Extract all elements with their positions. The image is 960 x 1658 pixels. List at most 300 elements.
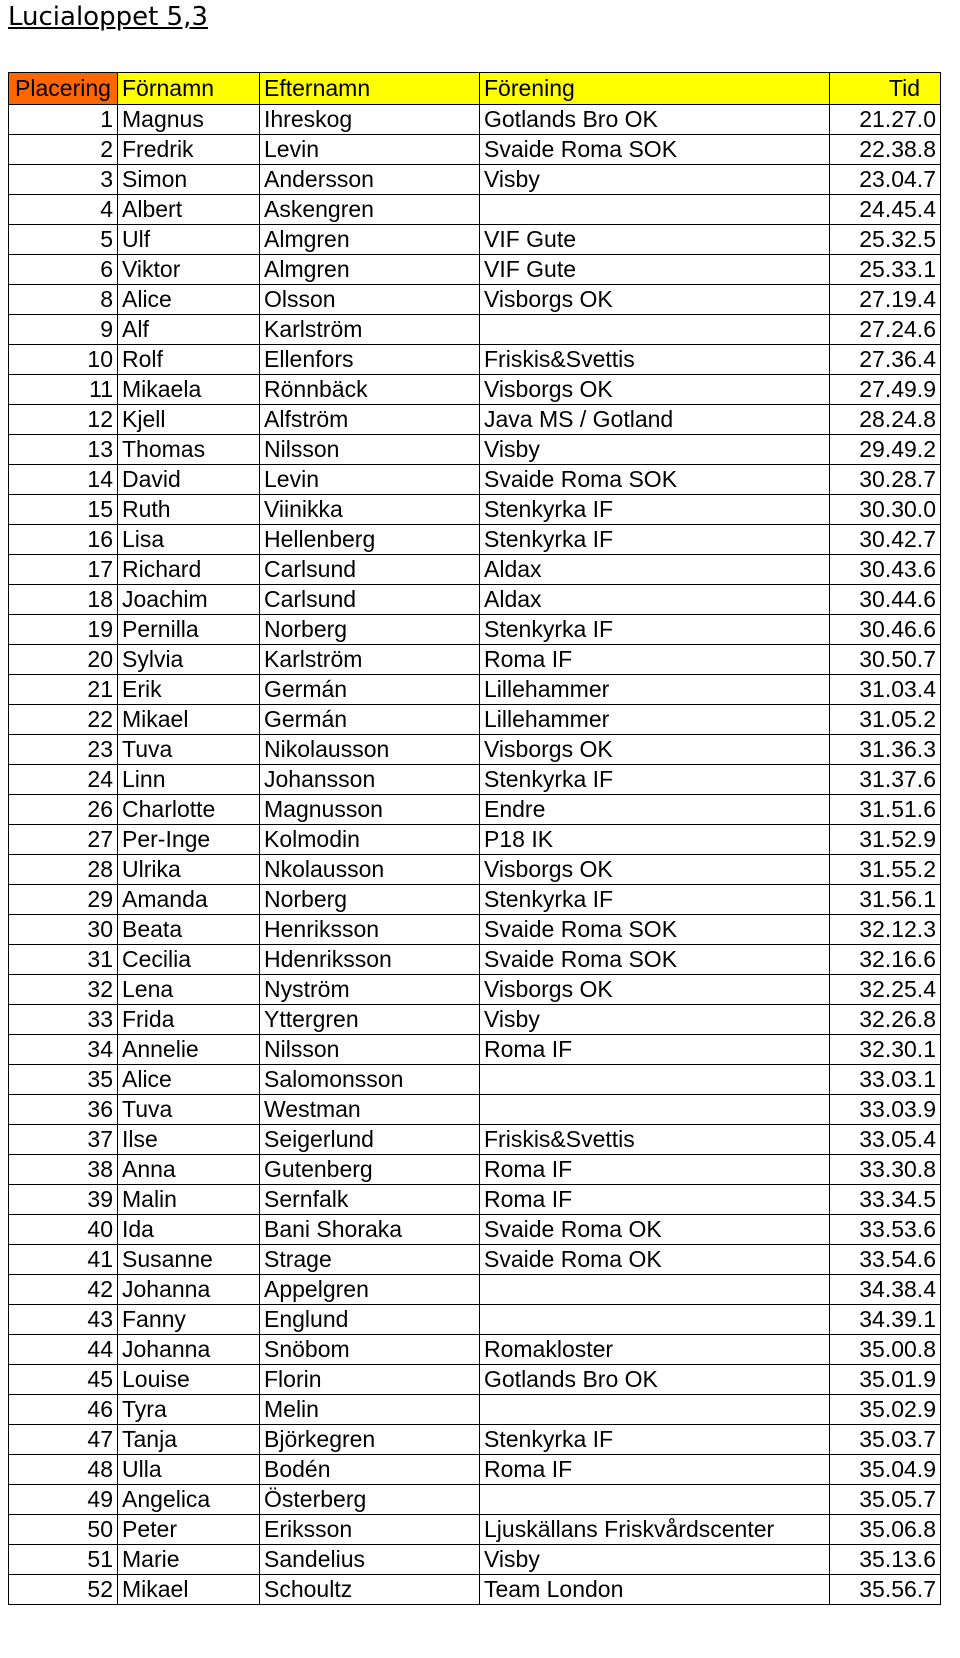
fornamn-cell: Viktor <box>118 255 260 285</box>
placering-cell: 20 <box>9 645 118 675</box>
header-tid: Tid <box>830 73 941 105</box>
table-row <box>9 315 941 345</box>
table-row <box>9 975 941 1005</box>
efternamn-cell: Norberg <box>260 615 480 645</box>
tid-cell: 30.42.7 <box>830 525 941 555</box>
tid-cell: 33.03.9 <box>830 1095 941 1125</box>
efternamn-cell: Ihreskog <box>260 105 480 135</box>
table-row <box>9 1005 941 1035</box>
tid-cell: 35.01.9 <box>830 1365 941 1395</box>
forening-cell: Visby <box>480 1005 830 1035</box>
table-row <box>9 495 941 525</box>
placering-cell: 31 <box>9 945 118 975</box>
efternamn-cell: Björkegren <box>260 1425 480 1455</box>
tid-cell: 30.50.7 <box>830 645 941 675</box>
table-row <box>9 135 941 165</box>
tid-cell: 32.16.6 <box>830 945 941 975</box>
fornamn-cell: Tuva <box>118 1095 260 1125</box>
table-row <box>9 375 941 405</box>
efternamn-cell: Almgren <box>260 255 480 285</box>
forening-cell: Gotlands Bro OK <box>480 1365 830 1395</box>
forening-cell <box>480 1485 830 1515</box>
placering-cell: 41 <box>9 1245 118 1275</box>
fornamn-cell: Angelica <box>118 1485 260 1515</box>
placering-cell: 29 <box>9 885 118 915</box>
forening-cell: Aldax <box>480 555 830 585</box>
placering-cell: 52 <box>9 1575 118 1605</box>
table-row <box>9 615 941 645</box>
tid-cell: 35.56.7 <box>830 1575 941 1605</box>
table-row <box>9 1515 941 1545</box>
placering-cell: 38 <box>9 1155 118 1185</box>
efternamn-cell: Carlsund <box>260 555 480 585</box>
forening-cell: Visborgs OK <box>480 375 830 405</box>
fornamn-cell: Magnus <box>118 105 260 135</box>
placering-cell: 37 <box>9 1125 118 1155</box>
table-row <box>9 1365 941 1395</box>
tid-cell: 35.02.9 <box>830 1395 941 1425</box>
table-row <box>9 225 941 255</box>
tid-cell: 29.49.2 <box>830 435 941 465</box>
forening-cell <box>480 1095 830 1125</box>
forening-cell: Svaide Roma OK <box>480 1245 830 1275</box>
forening-cell <box>480 1395 830 1425</box>
table-row <box>9 435 941 465</box>
efternamn-cell: Schoultz <box>260 1575 480 1605</box>
fornamn-cell: Per-Inge <box>118 825 260 855</box>
table-row <box>9 465 941 495</box>
efternamn-cell: Österberg <box>260 1485 480 1515</box>
placering-cell: 46 <box>9 1395 118 1425</box>
forening-cell: Aldax <box>480 585 830 615</box>
fornamn-cell: Tuva <box>118 735 260 765</box>
efternamn-cell: Englund <box>260 1305 480 1335</box>
efternamn-cell: Germán <box>260 675 480 705</box>
fornamn-cell: Beata <box>118 915 260 945</box>
efternamn-cell: Nilsson <box>260 435 480 465</box>
forening-cell: Visborgs OK <box>480 285 830 315</box>
efternamn-cell: Ellenfors <box>260 345 480 375</box>
forening-cell <box>480 1305 830 1335</box>
tid-cell: 30.28.7 <box>830 465 941 495</box>
efternamn-cell: Karlström <box>260 315 480 345</box>
fornamn-cell: Ulrika <box>118 855 260 885</box>
tid-cell: 31.52.9 <box>830 825 941 855</box>
tid-cell: 25.32.5 <box>830 225 941 255</box>
fornamn-cell: Alice <box>118 1065 260 1095</box>
fornamn-cell: Marie <box>118 1545 260 1575</box>
fornamn-cell: Alf <box>118 315 260 345</box>
efternamn-cell: Olsson <box>260 285 480 315</box>
table-body <box>9 105 941 1605</box>
tid-cell: 33.03.1 <box>830 1065 941 1095</box>
fornamn-cell: Simon <box>118 165 260 195</box>
efternamn-cell: Askengren <box>260 195 480 225</box>
header-placering: Placering <box>9 73 118 105</box>
placering-cell: 14 <box>9 465 118 495</box>
forening-cell: Visby <box>480 165 830 195</box>
table-row <box>9 1155 941 1185</box>
table-row <box>9 705 941 735</box>
table-row <box>9 945 941 975</box>
efternamn-cell: Sernfalk <box>260 1185 480 1215</box>
placering-cell: 5 <box>9 225 118 255</box>
table-row <box>9 1545 941 1575</box>
forening-cell: Stenkyrka IF <box>480 765 830 795</box>
forening-cell: Stenkyrka IF <box>480 885 830 915</box>
efternamn-cell: Hdenriksson <box>260 945 480 975</box>
efternamn-cell: Florin <box>260 1365 480 1395</box>
table-row <box>9 1125 941 1155</box>
tid-cell: 30.46.6 <box>830 615 941 645</box>
tid-cell: 33.05.4 <box>830 1125 941 1155</box>
placering-cell: 3 <box>9 165 118 195</box>
placering-cell: 26 <box>9 795 118 825</box>
tid-cell: 32.30.1 <box>830 1035 941 1065</box>
table-row <box>9 1305 941 1335</box>
tid-cell: 23.04.7 <box>830 165 941 195</box>
tid-cell: 31.05.2 <box>830 705 941 735</box>
header-forening: Förening <box>480 73 830 105</box>
forening-cell: VIF Gute <box>480 225 830 255</box>
tid-cell: 32.26.8 <box>830 1005 941 1035</box>
table-row <box>9 345 941 375</box>
forening-cell: VIF Gute <box>480 255 830 285</box>
forening-cell <box>480 1065 830 1095</box>
placering-cell: 11 <box>9 375 118 405</box>
tid-cell: 33.53.6 <box>830 1215 941 1245</box>
results-table <box>8 72 941 1605</box>
table-row <box>9 1035 941 1065</box>
placering-cell: 10 <box>9 345 118 375</box>
efternamn-cell: Bani Shoraka <box>260 1215 480 1245</box>
tid-cell: 35.03.7 <box>830 1425 941 1455</box>
forening-cell <box>480 195 830 225</box>
tid-cell: 35.04.9 <box>830 1455 941 1485</box>
table-row <box>9 165 941 195</box>
tid-cell: 28.24.8 <box>830 405 941 435</box>
tid-cell: 32.25.4 <box>830 975 941 1005</box>
forening-cell: Stenkyrka IF <box>480 525 830 555</box>
fornamn-cell: Fanny <box>118 1305 260 1335</box>
efternamn-cell: Levin <box>260 135 480 165</box>
tid-cell: 31.03.4 <box>830 675 941 705</box>
tid-cell: 27.49.9 <box>830 375 941 405</box>
fornamn-cell: Charlotte <box>118 795 260 825</box>
placering-cell: 15 <box>9 495 118 525</box>
efternamn-cell: Snöbom <box>260 1335 480 1365</box>
forening-cell: Visborgs OK <box>480 975 830 1005</box>
tid-cell: 35.00.8 <box>830 1335 941 1365</box>
fornamn-cell: Ruth <box>118 495 260 525</box>
fornamn-cell: Malin <box>118 1185 260 1215</box>
table-row <box>9 1485 941 1515</box>
table-row <box>9 855 941 885</box>
forening-cell: Team London <box>480 1575 830 1605</box>
placering-cell: 44 <box>9 1335 118 1365</box>
header-fornamn: Förnamn <box>118 73 260 105</box>
fornamn-cell: Erik <box>118 675 260 705</box>
placering-cell: 2 <box>9 135 118 165</box>
forening-cell: Svaide Roma SOK <box>480 135 830 165</box>
tid-cell: 27.36.4 <box>830 345 941 375</box>
fornamn-cell: Lisa <box>118 525 260 555</box>
table-header <box>9 73 941 105</box>
forening-cell: Roma IF <box>480 1185 830 1215</box>
table-row <box>9 1215 941 1245</box>
table-row <box>9 285 941 315</box>
tid-cell: 33.54.6 <box>830 1245 941 1275</box>
tid-cell: 34.38.4 <box>830 1275 941 1305</box>
efternamn-cell: Eriksson <box>260 1515 480 1545</box>
fornamn-cell: David <box>118 465 260 495</box>
tid-cell: 30.30.0 <box>830 495 941 525</box>
efternamn-cell: Johansson <box>260 765 480 795</box>
tid-cell: 25.33.1 <box>830 255 941 285</box>
fornamn-cell: Johanna <box>118 1335 260 1365</box>
placering-cell: 12 <box>9 405 118 435</box>
forening-cell <box>480 315 830 345</box>
placering-cell: 30 <box>9 915 118 945</box>
placering-cell: 40 <box>9 1215 118 1245</box>
forening-cell: Visborgs OK <box>480 735 830 765</box>
efternamn-cell: Alfström <box>260 405 480 435</box>
efternamn-cell: Sandelius <box>260 1545 480 1575</box>
table-row <box>9 1395 941 1425</box>
tid-cell: 24.45.4 <box>830 195 941 225</box>
table-row <box>9 1425 941 1455</box>
table-row <box>9 915 941 945</box>
placering-cell: 27 <box>9 825 118 855</box>
header-row <box>9 73 941 105</box>
placering-cell: 50 <box>9 1515 118 1545</box>
placering-cell: 8 <box>9 285 118 315</box>
forening-cell: Visborgs OK <box>480 855 830 885</box>
efternamn-cell: Salomonsson <box>260 1065 480 1095</box>
table-row <box>9 795 941 825</box>
table-row <box>9 1095 941 1125</box>
forening-cell: Stenkyrka IF <box>480 615 830 645</box>
tid-cell: 27.19.4 <box>830 285 941 315</box>
forening-cell: Stenkyrka IF <box>480 1425 830 1455</box>
forening-cell: Svaide Roma SOK <box>480 945 830 975</box>
header-efternamn: Efternamn <box>260 73 480 105</box>
efternamn-cell: Nikolausson <box>260 735 480 765</box>
placering-cell: 4 <box>9 195 118 225</box>
tid-cell: 27.24.6 <box>830 315 941 345</box>
fornamn-cell: Ilse <box>118 1125 260 1155</box>
fornamn-cell: Annelie <box>118 1035 260 1065</box>
forening-cell: Visby <box>480 435 830 465</box>
placering-cell: 33 <box>9 1005 118 1035</box>
efternamn-cell: Henriksson <box>260 915 480 945</box>
forening-cell: Ljuskällans Friskvårdscenter <box>480 1515 830 1545</box>
forening-cell: Visby <box>480 1545 830 1575</box>
table-row <box>9 735 941 765</box>
efternamn-cell: Appelgren <box>260 1275 480 1305</box>
tid-cell: 32.12.3 <box>830 915 941 945</box>
tid-cell: 35.13.6 <box>830 1545 941 1575</box>
fornamn-cell: Louise <box>118 1365 260 1395</box>
efternamn-cell: Rönnbäck <box>260 375 480 405</box>
fornamn-cell: Sylvia <box>118 645 260 675</box>
efternamn-cell: Nyström <box>260 975 480 1005</box>
placering-cell: 49 <box>9 1485 118 1515</box>
tid-cell: 35.05.7 <box>830 1485 941 1515</box>
efternamn-cell: Magnusson <box>260 795 480 825</box>
placering-cell: 43 <box>9 1305 118 1335</box>
efternamn-cell: Almgren <box>260 225 480 255</box>
fornamn-cell: Mikael <box>118 705 260 735</box>
fornamn-cell: Frida <box>118 1005 260 1035</box>
efternamn-cell: Carlsund <box>260 585 480 615</box>
efternamn-cell: Norberg <box>260 885 480 915</box>
tid-cell: 31.37.6 <box>830 765 941 795</box>
placering-cell: 19 <box>9 615 118 645</box>
placering-cell: 35 <box>9 1065 118 1095</box>
fornamn-cell: Cecilia <box>118 945 260 975</box>
fornamn-cell: Kjell <box>118 405 260 435</box>
placering-cell: 48 <box>9 1455 118 1485</box>
efternamn-cell: Karlström <box>260 645 480 675</box>
table-row <box>9 1065 941 1095</box>
fornamn-cell: Richard <box>118 555 260 585</box>
fornamn-cell: Tyra <box>118 1395 260 1425</box>
fornamn-cell: Susanne <box>118 1245 260 1275</box>
tid-cell: 31.56.1 <box>830 885 941 915</box>
forening-cell: Roma IF <box>480 645 830 675</box>
placering-cell: 22 <box>9 705 118 735</box>
efternamn-cell: Strage <box>260 1245 480 1275</box>
placering-cell: 45 <box>9 1365 118 1395</box>
placering-cell: 6 <box>9 255 118 285</box>
table-row <box>9 1335 941 1365</box>
table-row <box>9 1575 941 1605</box>
placering-cell: 9 <box>9 315 118 345</box>
table-row <box>9 555 941 585</box>
placering-cell: 16 <box>9 525 118 555</box>
forening-cell: Java MS / Gotland <box>480 405 830 435</box>
table-row <box>9 675 941 705</box>
efternamn-cell: Bodén <box>260 1455 480 1485</box>
placering-cell: 32 <box>9 975 118 1005</box>
efternamn-cell: Levin <box>260 465 480 495</box>
forening-cell: Svaide Roma OK <box>480 1215 830 1245</box>
tid-cell: 22.38.8 <box>830 135 941 165</box>
forening-cell: Lillehammer <box>480 675 830 705</box>
efternamn-cell: Viinikka <box>260 495 480 525</box>
placering-cell: 28 <box>9 855 118 885</box>
forening-cell: Friskis&Svettis <box>480 1125 830 1155</box>
fornamn-cell: Johanna <box>118 1275 260 1305</box>
tid-cell: 30.44.6 <box>830 585 941 615</box>
tid-cell: 31.36.3 <box>830 735 941 765</box>
efternamn-cell: Gutenberg <box>260 1155 480 1185</box>
table-row <box>9 645 941 675</box>
placering-cell: 39 <box>9 1185 118 1215</box>
placering-cell: 47 <box>9 1425 118 1455</box>
forening-cell: Endre <box>480 795 830 825</box>
tid-cell: 35.06.8 <box>830 1515 941 1545</box>
fornamn-cell: Lena <box>118 975 260 1005</box>
table-row <box>9 195 941 225</box>
placering-cell: 51 <box>9 1545 118 1575</box>
table-row <box>9 1275 941 1305</box>
table-row <box>9 255 941 285</box>
fornamn-cell: Thomas <box>118 435 260 465</box>
efternamn-cell: Seigerlund <box>260 1125 480 1155</box>
forening-cell: Roma IF <box>480 1035 830 1065</box>
efternamn-cell: Kolmodin <box>260 825 480 855</box>
table-row <box>9 105 941 135</box>
placering-cell: 17 <box>9 555 118 585</box>
table-row <box>9 525 941 555</box>
fornamn-cell: Peter <box>118 1515 260 1545</box>
forening-cell: Roma IF <box>480 1155 830 1185</box>
table-row <box>9 885 941 915</box>
placering-cell: 42 <box>9 1275 118 1305</box>
fornamn-cell: Pernilla <box>118 615 260 645</box>
forening-cell: Stenkyrka IF <box>480 495 830 525</box>
fornamn-cell: Ida <box>118 1215 260 1245</box>
fornamn-cell: Albert <box>118 195 260 225</box>
efternamn-cell: Nkolausson <box>260 855 480 885</box>
fornamn-cell: Amanda <box>118 885 260 915</box>
forening-cell <box>480 1275 830 1305</box>
table-row <box>9 765 941 795</box>
placering-cell: 1 <box>9 105 118 135</box>
forening-cell: Svaide Roma SOK <box>480 465 830 495</box>
placering-cell: 36 <box>9 1095 118 1125</box>
page-title: Lucialoppet 5,3 <box>8 2 208 32</box>
placering-cell: 24 <box>9 765 118 795</box>
forening-cell: Lillehammer <box>480 705 830 735</box>
fornamn-cell: Ulla <box>118 1455 260 1485</box>
forening-cell: Roma IF <box>480 1455 830 1485</box>
fornamn-cell: Mikaela <box>118 375 260 405</box>
tid-cell: 21.27.0 <box>830 105 941 135</box>
forening-cell: Romakloster <box>480 1335 830 1365</box>
tid-cell: 33.30.8 <box>830 1155 941 1185</box>
table-row <box>9 1185 941 1215</box>
tid-cell: 31.51.6 <box>830 795 941 825</box>
fornamn-cell: Tanja <box>118 1425 260 1455</box>
fornamn-cell: Linn <box>118 765 260 795</box>
tid-cell: 30.43.6 <box>830 555 941 585</box>
fornamn-cell: Rolf <box>118 345 260 375</box>
efternamn-cell: Hellenberg <box>260 525 480 555</box>
fornamn-cell: Joachim <box>118 585 260 615</box>
efternamn-cell: Andersson <box>260 165 480 195</box>
table-row <box>9 1245 941 1275</box>
forening-cell: Gotlands Bro OK <box>480 105 830 135</box>
fornamn-cell: Ulf <box>118 225 260 255</box>
table-row <box>9 405 941 435</box>
fornamn-cell: Mikael <box>118 1575 260 1605</box>
placering-cell: 13 <box>9 435 118 465</box>
forening-cell: P18 IK <box>480 825 830 855</box>
placering-cell: 18 <box>9 585 118 615</box>
fornamn-cell: Alice <box>118 285 260 315</box>
efternamn-cell: Westman <box>260 1095 480 1125</box>
efternamn-cell: Germán <box>260 705 480 735</box>
table-row <box>9 1455 941 1485</box>
placering-cell: 21 <box>9 675 118 705</box>
forening-cell: Friskis&Svettis <box>480 345 830 375</box>
tid-cell: 33.34.5 <box>830 1185 941 1215</box>
tid-cell: 31.55.2 <box>830 855 941 885</box>
efternamn-cell: Yttergren <box>260 1005 480 1035</box>
